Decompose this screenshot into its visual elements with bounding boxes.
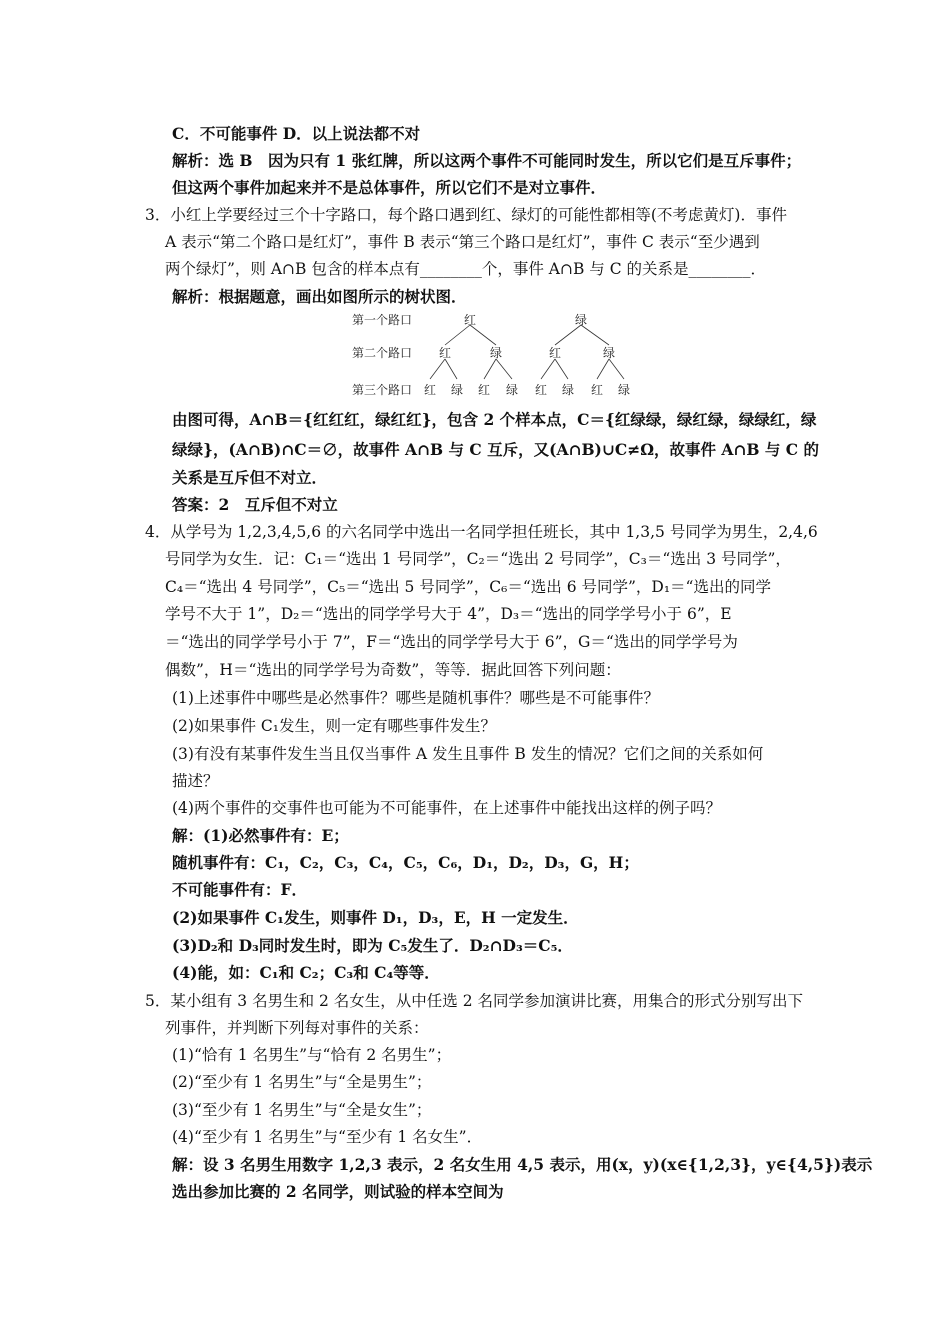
tree-node: 红 xyxy=(535,383,548,397)
tree-node: 红 xyxy=(439,346,452,360)
solution-text: (3)D₂和 D₃同时发生时，即为 C₅发生了．D₂∩D₃＝C₅． xyxy=(172,936,573,955)
sub-question: (3)“至少有 1 名男生”与“全是女生”； xyxy=(172,1101,432,1119)
sub-question: (2)“至少有 1 名男生”与“全是男生”； xyxy=(172,1073,432,1091)
question-4-text: C₄＝“选出 4 号同学”，C₅＝“选出 5 号同学”，C₆＝“选出 6 号同学”，D₁＝“选出的同学 xyxy=(165,578,771,596)
sub-question: (2)如果事件 C₁发生，则一定有哪些事件发生？ xyxy=(172,717,496,735)
solution-text: 解：设 3 名男生用数字 1,2,3 表示，2 名女生用 4,5 表示，用(x，y)(x∈{1,2,3}，y∈{4,5})表示 xyxy=(172,1155,873,1174)
solution-text: (4)能，如：C₁和 C₂；C₃和 C₄等等． xyxy=(172,963,440,982)
solution-text: 随机事件有：C₁，C₂，C₃，C₄，C₅，C₆，D₁，D₂，D₃，G，H； xyxy=(172,853,639,872)
sub-question: (3)有没有某事件发生当且仅当事件 A 发生且事件 B 发生的情况？它们之间的关系如何 xyxy=(172,745,764,763)
tree-node: 绿 xyxy=(618,383,631,397)
question-5-text: 5．某小组有 3 名男生和 2 名女生，从中任选 2 名同学参加演讲比赛，用集合的形式分别写出下 xyxy=(145,992,804,1010)
analysis-text: 解析：根据题意，画出如图所示的树状图． xyxy=(172,287,467,306)
question-4-text: 4．从学号为 1,2,3,4,5,6 的六名同学中选出一名同学担任班长，其中 1,3,5 号同学为男生，2,4,6 xyxy=(145,523,818,541)
analysis-text: 由图可得，A∩B＝{红红红，绿红红}，包含 2 个样本点，C＝{红绿绿，绿红绿，绿绿红，绿 xyxy=(172,410,817,429)
tree-node: 红 xyxy=(549,346,562,360)
question-5-text: 列事件，并判断下列每对事件的关系： xyxy=(165,1019,429,1037)
solution-text: 解：(1)必然事件有：E； xyxy=(172,826,349,845)
sub-question: (4)“至少有 1 名男生”与“至少有 1 名女生”． xyxy=(172,1128,483,1146)
tree-node: 绿 xyxy=(506,383,519,397)
sub-question: (1)“恰有 1 名男生”与“恰有 2 名男生”； xyxy=(172,1046,452,1064)
question-4-text: 偶数”，H＝“选出的同学学号为奇数”，等等．据此回答下列问题： xyxy=(165,661,621,679)
answer-text: 答案：2 互斥但不对立 xyxy=(172,495,338,514)
sub-question: (4)两个事件的交事件也可能为不可能事件，在上述事件中能找出这样的例子吗？ xyxy=(172,799,721,817)
question-3-text: A 表示“第二个路口是红灯”，事件 B 表示“第三个路口是红灯”，事件 C 表示“至少遇到 xyxy=(165,233,760,251)
analysis-text: 解析：选 B 因为只有 1 张红牌，所以这两个事件不可能同时发生，所以它们是互斥事件； xyxy=(172,151,802,170)
tree-node: 红 xyxy=(424,383,437,397)
question-3-text: 3．小红上学要经过三个十字路口，每个路口遇到红、绿灯的可能性都相等(不考虑黄灯)．事件 xyxy=(145,206,787,224)
tree-node: 绿 xyxy=(603,346,616,360)
tree-level-label: 第三个路口 xyxy=(352,383,413,397)
tree-node: 绿 xyxy=(490,346,503,360)
tree-node: 红 xyxy=(478,383,491,397)
tree-node: 绿 xyxy=(451,383,464,397)
question-4-text: 学号不大于 1”，D₂＝“选出的同学学号大于 4”，D₃＝“选出的同学学号小于 6”，E xyxy=(165,605,732,623)
solution-text: (2)如果事件 C₁发生，则事件 D₁，D₃，E，H 一定发生． xyxy=(172,908,579,927)
question-4-text: 号同学为女生．记：C₁＝“选出 1 号同学”，C₂＝“选出 2 号同学”，C₃＝“选出 3 号同学”， xyxy=(165,550,791,568)
tree-level-label: 第一个路口 xyxy=(352,313,413,327)
solution-text: 选出参加比赛的 2 名同学，则试验的样本空间为 xyxy=(172,1182,504,1201)
tree-node: 红 xyxy=(591,383,604,397)
analysis-text: 关系是互斥但不对立． xyxy=(172,468,328,487)
sub-question: (1)上述事件中哪些是必然事件？哪些是随机事件？哪些是不可能事件？ xyxy=(172,689,659,707)
solution-text: 不可能事件有：F． xyxy=(172,880,308,899)
tree-node: 绿 xyxy=(575,313,588,327)
sub-question: 描述？ xyxy=(172,772,219,790)
question-3-text: 两个绿灯”，则 A∩B 包含的样本点有________个，事件 A∩B 与 C 的关系是________． xyxy=(165,260,766,278)
tree-node: 红 xyxy=(464,313,477,327)
tree-node: 绿 xyxy=(562,383,575,397)
analysis-text: 绿绿}，(A∩B)∩C＝∅，故事件 A∩B 与 C 互斥，又(A∩B)∪C≠Ω，故事件 A∩B 与 C 的 xyxy=(172,440,820,459)
question-4-text: ＝“选出的同学学号小于 7”，F＝“选出的同学学号大于 6”，G＝“选出的同学学号为 xyxy=(165,633,738,651)
tree-level-label: 第二个路口 xyxy=(352,346,413,360)
option-line: C．不可能事件 D．以上说法都不对 xyxy=(172,124,421,143)
analysis-text: 但这两个事件加起来并不是总体事件，所以它们不是对立事件． xyxy=(172,178,607,197)
tree-diagram xyxy=(348,311,648,401)
